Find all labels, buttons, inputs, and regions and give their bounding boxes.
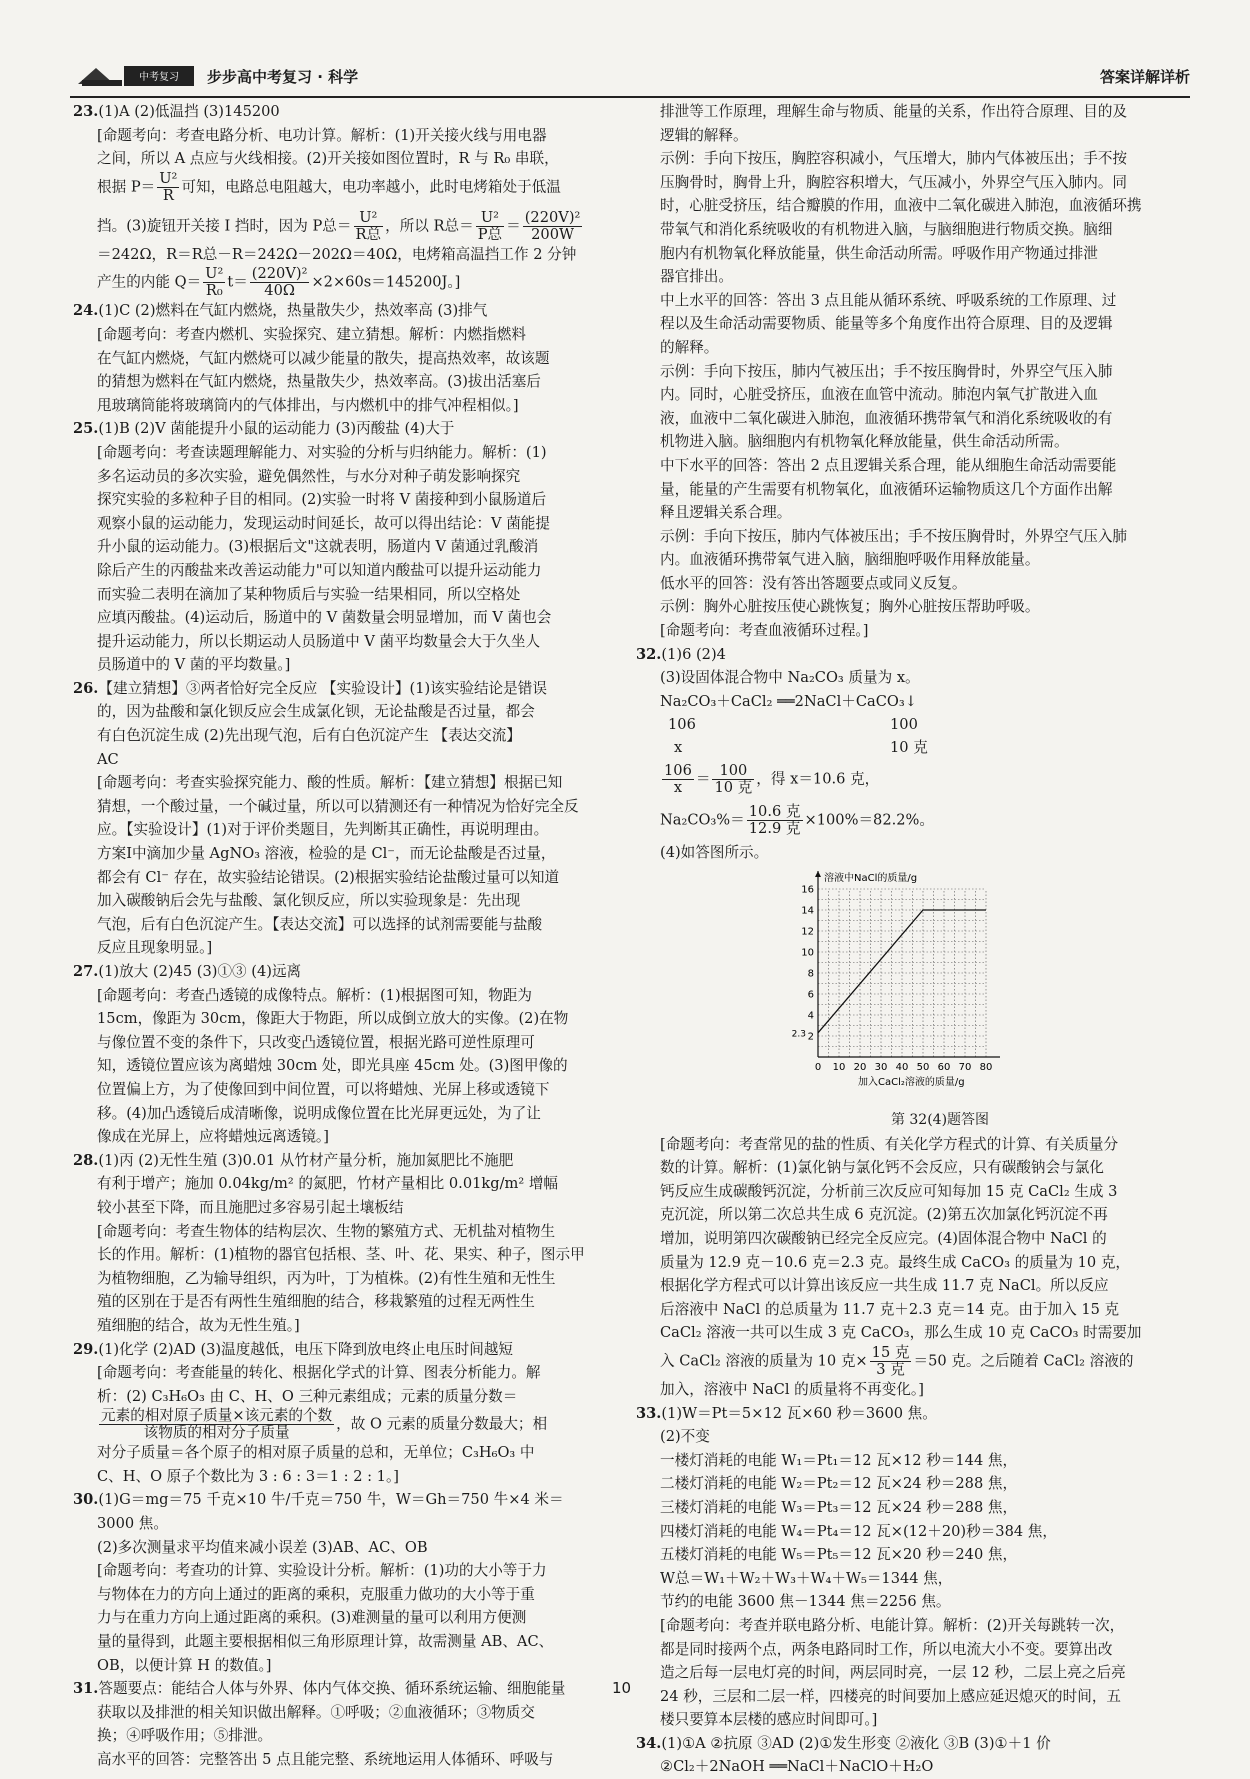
- question-number: 26.: [73, 679, 99, 697]
- question-number: 29.: [73, 1340, 99, 1358]
- fraction: $\frac{\text{15 克}}{\text{3 克}}$: [871, 1343, 910, 1378]
- y-tick-label: 2: [807, 1031, 814, 1043]
- fraction: $\frac{106}{x}$: [664, 762, 692, 797]
- x-tick-label: 20: [853, 1062, 867, 1074]
- question-number: 25.: [73, 420, 99, 438]
- question-31-continued: 排泄等工作原理，理解生命与物质、能量的关系，作出符合原理、目的及 逻辑的解释。 示例：手向下按压，胸腔容积减小，气压增大，肺内气体被压出；手不按 压胸骨时，胸骨上升，胸腔容积增大，气压减小，外界空气压入肺内。同 时，心脏受挤压，结合瓣膜的作用，血液中二氧化碳进入肺泡，血液循环携 带氧气和消化系统吸收的有机物进入脑，与脑细胞进行物质交换。脑细 胞内有机物氧化释放能量，供生命活动所需。呼吸作用产物通过排泄 器官排出。 中上水平的回答：答出 3 点且能从循环系统、呼吸系统的工作原理、过 程以及生命活动需要物质、能量等多个角度作出符合原理、目的及逻辑 的解释。 示例：手向下按压，肺内气被压出；手不按压胸骨时，外界空气压入肺 内。同时，心脏受挤压，血液在血管中流动。肺泡内氧气扩散进入血 液，血液中二氧化碳进入肺泡，血液循环携带氧气和消化系统吸收的有 机物进入脑。脑细胞内有机物氧化释放能量，供生命活动所需。 中下水平的回答：答出 2 点且逻辑关系合理，能从细胞生命活动需要能 量，能量的产生需要有机物氧化，血液循环运输物质这几个方面作出解 释且逻辑关系合理。 示例：手向下按压，肺内气体被压出；手不按压胸骨时，外界空气压入肺 内。血液循环携带氧气进入脑，脑细胞呼吸作用释放能量。 低水平的回答：没有答出答题要点或同义反复。 示例：胸外心脏按压使心跳恢复；胸外心脏按压帮助呼吸。 [命题考向：考查血液循环过程。]: [660, 103, 1142, 640]
- y-tick-label: 4: [807, 1010, 814, 1022]
- x-axis-label: 加入CaCl₂溶液的质量/g: [858, 1077, 965, 1089]
- question-number: 27.: [73, 963, 99, 980]
- fraction: $\frac{\text{元素的相对原子质量×该元素的个数}}{\text{该物质的相对分子质量}}$: [101, 1407, 333, 1442]
- question-number: 32.: [636, 645, 662, 663]
- x-tick-label: 70: [958, 1062, 972, 1074]
- y-tick-label: 8: [807, 968, 814, 980]
- y-tick-label: 14: [801, 905, 814, 917]
- x-tick-label: 30: [874, 1062, 888, 1074]
- fraction: $\frac{\text{U²}}{\text{R₀}}$: [205, 265, 224, 300]
- question-31: 31.答题要点：能结合人体与外界、体内气体交换、循环系统运输、细胞能量 获取以及排泄的相关知识做出解释。①呼吸；②血液循环；③物质交 换；④呼吸作用；⑤排泄。 高水平的回答：完整答出 5 点且能完整、系统地运用人体循环、呼吸与: [73, 1680, 566, 1768]
- y-tick-label: 16: [801, 884, 814, 896]
- y-axis-arrow-icon: [815, 871, 821, 877]
- x-tick-label: 60: [937, 1062, 951, 1074]
- question-number: 31.: [73, 1680, 99, 1698]
- section-title: 答案详解详析: [1099, 68, 1190, 86]
- question-30: 30.(1)G＝mg＝75 千克×10 牛/千克＝750 牛，W＝Gh＝750 牛×4 米＝ 3000 焦。 (2)多次测量求平均值来减小误差 (3)AB、AC、OB [命题考向：考查功的计算、实验设计分析。解析：(1)功的大小等于力 与物体在力的方向上通过的距离的乘积，克服重力做功的大小等于重 力与在重力方向上通过距离的乘积。(3)难测量的量可以利用方便测 量的量得到，此题主要根据相似三角形原理计算，故需测量 AB、AC、 OB，以便计算 H 的数值。]: [73, 1491, 564, 1674]
- x-tick-label: 80: [979, 1062, 993, 1074]
- chemical-equation: Na₂CO₃＋CaCl₂ ══2NaCl＋CaCO₃↓: [660, 692, 917, 710]
- fraction: $\frac{\text{U²}}{R}$: [159, 169, 178, 204]
- question-number: 23.: [73, 103, 99, 120]
- question-27: 27.(1)放大 (2)45 (3)①③ (4)远离 [命题考向：考查凸透镜的成像特点。解析：(1)根据图可知，物距为 15cm，像距为 30cm，像距大于物距，所以成倒立放大的实像。(2)在物 与像位置不变的条件下，只改变凸透镜位置，根据光路可逆性原理可 知，透镜位置应该为离蜡烛 30cm 处，即光具座 45cm 处。(3)图甲像的 位置偏上方，为了使像回到中间位置，可以将蜡烛、光屏上移或透镜下 移。(4)加凸透镜后成清晰像，说明成像位置在比光屏更远处，为了让 像成在光屏上，应将蜡烛远离透镜。]: [73, 963, 569, 1146]
- question-number: 24.: [73, 302, 99, 320]
- fraction: $\frac{\text{10.6 克}}{\text{12.9 克}}$: [748, 803, 801, 838]
- question-24: 24.(1)C (2)燃料在气缸内燃烧，热量散失少，热效率高 (3)排气 [命题考向：考查内燃机、实验探究、建立猜想。解析：内燃指燃料 在气缸内燃烧，气缸内燃烧可以减少能量的散失，提高热效率，故该题 的猜想为燃料在气缸内燃烧，热量散失少，热效率高。(3)拔出活塞后 甩玻璃筒能将玻璃筒内的气体排出，与内燃机中的排气冲程相似。]: [73, 302, 550, 414]
- question-34: 34.(1)①A ②抗原 ③AD (2)①发生形变 ②液化 ③B (3)①＋1 价 ②Cl₂＋2NaOH ══NaCl＋NaClO＋H₂O: [636, 1734, 1051, 1776]
- question-number: 28.: [73, 1151, 99, 1169]
- fraction: $\frac{\text{(220V)²}}{40\Omega}$: [251, 265, 308, 300]
- logo-text: 中考复习: [139, 72, 179, 83]
- fraction: $\frac{\text{(220V)²}}{200W}$: [524, 208, 581, 243]
- question-28: 28.(1)丙 (2)无性生殖 (3)0.01 从竹材产量分析，施加氮肥比不施肥 有利于增产；施加 0.04kg/m² 的氮肥，竹材产量相比 0.01kg/m² 增幅 较小甚至下降，而且施肥过多容易引起土壤板结 [命题考向：考查生物体的结构层次、生物的繁殖方式、无机盐对植物生 长的作用。解析：(1)植物的器官包括根、茎、叶、花、果实、种子，图示甲 为植物细胞，乙为输导组织，丙为叶，丁为植株。(2)有性生殖和无性生 殖的区别在于是否有两性生殖细胞的结合，移栽繁殖的过程无两性生 殖细胞的结合，故为无性生殖。]: [73, 1151, 585, 1334]
- fraction: $\frac{\text{U²}}{\text{R总}}$: [355, 208, 382, 243]
- question-25: 25.(1)B (2)V 菌能提升小鼠的运动能力 (3)丙酸盐 (4)大于 [命题考向：考查读题理解能力、对实验的分析与归纳能力。解析：(1) 多名运动员的多次实验，避免偶然性，与水分对种子萌发影响探究 探究实验的多粒种子目的相同。(2)实验一时将 V 菌接种到小鼠肠道后 观察小鼠的运动能力，发现运动时间延长，故可以得出结论：V 菌能提 升小鼠的运动能力。(3)根据后文"这就表明，肠道内 V 菌通过乳酸消 除后产生的丙酸盐来改善运动能力"可以知道内酸盐可以提升运动能力 而实验二表明在滴加了某种物质后与实验一结果相同，所以空格处 应填丙酸盐。(4)运动后，肠道中的 V 菌数量会明显增加，而 V 菌也会 提升运动能力，所以长期运动人员肠道中 V 菌平均数量会大于久坐人 员肠道中的 V 菌的平均数量。]: [73, 420, 552, 674]
- question-33: 33.(1)W＝Pt＝5×12 瓦×60 秒＝3600 焦。 (2)不变 一楼灯消耗的电能 W₁＝Pt₁＝12 瓦×12 秒＝144 焦， 二楼灯消耗的电能 W₂＝Pt₂＝12 瓦×24 秒＝288 焦， 三楼灯消耗的电能 W₃＝Pt₃＝12 瓦×24 秒＝288 焦， 四楼灯消耗的电能 W₄＝Pt₄＝12 瓦×(12＋20)秒＝384 焦， 五楼灯消耗的电能 W₅＝Pt₅＝12 瓦×20 秒＝240 焦， W总＝W₁＋W₂＋W₃＋W₄＋W₅＝1344 焦， 节约的电能 3600 焦－1344 焦＝2256 焦。 [命题考向：考查并联电路分析、电能计算。解析：(2)开关每跳转一次， 都是同时接两个点，两条电路同时工作，所以电流大小不变。要算出改 造之后每一层电灯亮的时间，两层同时亮，一层 12 秒，二层上亮之后亮 24 秒，三层和二层一样，四楼亮的时间要加上感应延迟熄灭的时间，五 楼只要算本层楼的感应时间即可。]: [636, 1404, 1126, 1729]
- question-26: 26.【建立猜想】③两者恰好完全反应 【实验设计】(1)该实验结论是错误 的，因为盐酸和氯化钡反应会生成氯化钡，无论盐酸是否过量，都会 有白色沉淀生成 (2)先出现气泡，后有白色沉淀产生 【表达交流】 AC [命题考向：考查实验探究能力、酸的性质。解析：【建立猜想】根据已知 猜想，一个酸过量，一个碱过量，所以可以猜测还有一种情况为恰好完全反 应。【实验设计】(1)对于评价类题目，先判断其正确性，再说明理由。 方案Ⅰ中滴加少量 AgNO₃ 溶液，检验的是 Cl⁻，而无论盐酸是否过量， 都会有 Cl⁻ 存在，故实验结论错误。(2)根据实验结论盐酸过量可以知道 加入碳酸钠后会先与盐酸、氯化钡反应，所以实验现象是：先出现 气泡，后有白色沉淀产生。【表达交流】可以选择的试剂需要能与盐酸 反应且现象明显。]: [73, 679, 579, 957]
- question-29: 29.(1)化学 (2)AD (3)温度越低，电压下降到放电终止电压时间越短 [命题考向：考查能量的转化、根据化学式的计算、图表分析能力。解 析：(2) C₃H₆O₃ 由 C、H、O 三种元素组成；元素的质量分数＝ $\frac{\text{元素的相对原子质量×该元素的个数}}{\text{该物质的相对分子质量}}$ ，故 O 元素的质量分数最大；相 对分子质量＝各个原子的相对原子质量的总和，无单位；C₃H₆O₃ 中 C、H、O 原子个数比为 3 : 6 : 3＝1 : 2 : 1。]: [73, 1340, 548, 1485]
- left-column: [73, 100, 625, 1772]
- question-number: 30.: [73, 1491, 99, 1509]
- y-tick-label: 6: [807, 989, 814, 1001]
- page-header: [70, 60, 1190, 98]
- x-tick-label: 50: [916, 1062, 930, 1074]
- question-23: 23.(1)A (2)低温挡 (3)145200 [命题考向：考查电路分析、电功计算。解析：(1)开关接火线与用电器 之间，所以 A 点应与火线相接。(2)开关接如图位置时，R 与 R₀ 串联， 根据 P＝ $\frac{\text{U²}}{R}$ 可知，电路总电阻越大，电功率越小，此时电烤箱处于低温 挡。(3)旋钮开关接 Ⅰ 挡时，因为 P总＝ $\frac{\text{U²}}{\text{R总}}$ ，所以 R总＝ $\frac{\text{U²}}{\text{P总}}$ ＝ $\frac{\text{(220V)²}}{200W}$ ＝242Ω，R＝R总－R＝242Ω－202Ω＝40Ω，电烤箱高温挡工作 2 分钟 产生的内能 Q＝ $\frac{\text{U²}}{\text{R₀}}$ t＝ $\frac{\text{(220V)²}}{40\Omega}$ ×2×60s＝145200J。]: [73, 103, 581, 300]
- chart-caption: 第 32(4)题答图: [890, 1112, 990, 1129]
- y-tick-label: 12: [801, 926, 814, 938]
- fraction: $\frac{100}{\text{10 克}}$: [714, 762, 753, 797]
- question-32: 32.(1)6 (2)4 (3)设固体混合物中 Na₂CO₃ 质量为 x。 Na₂CO₃＋CaCl₂ ══2NaCl＋CaCO₃↓ 106 100 x 10 克 $\frac{106}{x}$ ＝ $\frac{100}{\text{10 克}}$ ，得 x＝10.6 克， Na₂CO₃%＝ $\frac{\text{10.6 克}}{\text{12.9 克}}$ ×100%＝82.2%。 (4)如答图所示。 0 10 20 30 40 50 60 70 80 2 4 6 8 10 12 14 16 2.3 溶液中NaCl的质量/g 加入CaCl₂溶液的质量/g 第 32(4)题答图 [命题考向：考查常见的盐的性质、有关化学方程式的计算、有关质量分 数的计算。解析：(1)氯化钠与氯化钙不会反应，只有碳酸钠会与氯化 钙反应生成碳酸钙沉淀，分析前三次反应可知每加 15 克 CaCl₂ 生成 3 克沉淀，所以第二次总共生成 6 克沉淀。(2)第五次加氯化钙沉淀不再 增加，说明第四次碳酸钠已经完全反应完。(4)固体混合物中 NaCl 的 质量为 12.9 克－10.6 克＝2.3 克。最终生成 CaCO₃ 的质量为 10 克， 根据化学方程式可以计算出该反应一共生成 11.7 克 NaCl。所以反应 后溶液中 NaCl 的总质量为 11.7 克＋2.3 克＝14 克。由于加入 15 克 CaCl₂ 溶液一共可以生成 3 克 CaCO₃，那么生成 10 克 CaCO₃ 时需要加 入 CaCl₂ 溶液的质量为 10 克× $\frac{\text{15 克}}{\text{3 克}}$ ＝50 克。之后随着 CaCl₂ 溶液的 加入，溶液中 NaCl 的质量将不再变化。]: [660, 643, 1220, 1402]
- y-axis-label: 溶液中NaCl的质量/g: [824, 873, 918, 885]
- x-tick-label: 10: [832, 1062, 846, 1074]
- nacl-mass-chart: [660, 869, 1220, 1107]
- book-logo-icon: [76, 60, 196, 90]
- fraction: $\frac{\text{U²}}{\text{P总}}$: [477, 208, 503, 243]
- question-number: 34.: [636, 1734, 662, 1752]
- right-column: [636, 100, 1220, 1779]
- x-tick-label: 0: [814, 1062, 822, 1074]
- y-tick-label: 10: [801, 947, 814, 959]
- question-number: 33.: [636, 1404, 662, 1422]
- page-number: 10: [612, 1679, 632, 1697]
- x-tick-label: 40: [895, 1062, 909, 1074]
- y-extra-label: 2.3: [791, 1029, 806, 1040]
- book-title: 步步高中考复习 · 科学: [207, 68, 359, 86]
